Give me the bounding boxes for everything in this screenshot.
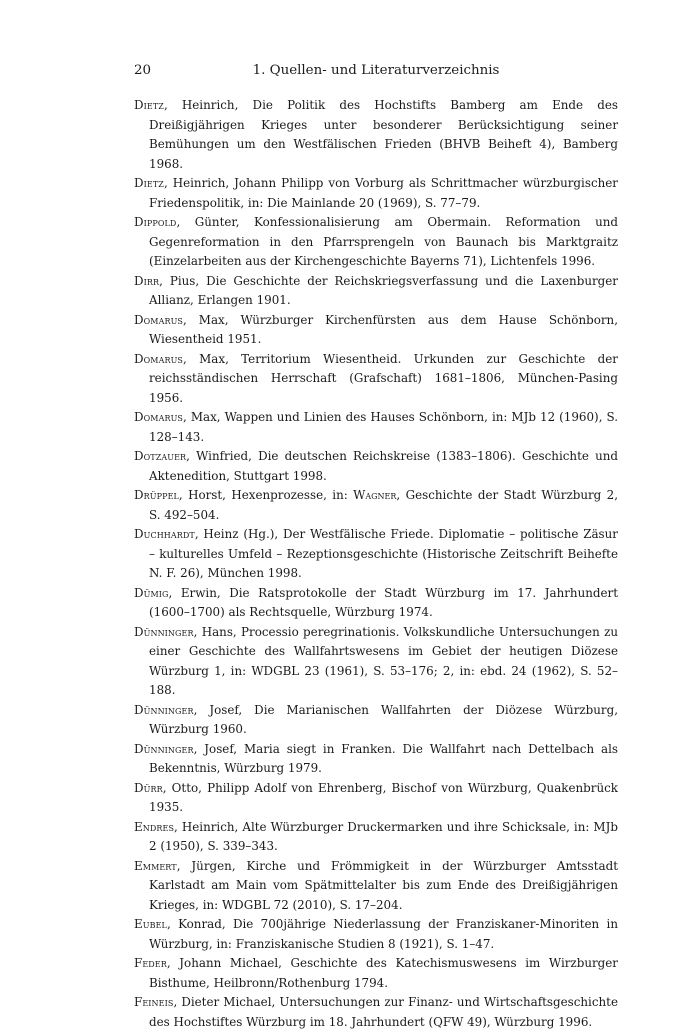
entry-text: , Dieter Michael, Untersuchungen zur Finanz- und Wirtschaftsgeschichte des Hochstiftes Würzburg im 18. Jahrhundert (QFW 49), Würzburg 1996. (149, 995, 618, 1029)
bibliography-entry (134, 213, 618, 272)
entry-author: Dünninger (134, 741, 194, 756)
entry-text: , Josef, Maria siegt in Franken. Die Wallfahrt nach Dettelbach als Bekenntnis, Würzburg 1979. (149, 741, 618, 775)
running-header (134, 60, 618, 82)
entry-author: Drüppel (134, 488, 179, 502)
bibliography-entry (134, 701, 618, 740)
bibliography-entry (134, 584, 618, 623)
bibliography-entry (134, 915, 618, 954)
bibliography-entry (134, 818, 618, 857)
document-page (134, 60, 618, 1032)
entry-author: Feder (134, 956, 167, 970)
bibliography-entry (134, 779, 618, 818)
entry-text: , Heinz (Hg.), Der Westfälische Friede. Diplomatie – politische Zäsur – kulturelles Umfeld – Rezeptionsgeschichte (Historische Zeitschrift Beihefte N. F. 26), München 1998. (149, 527, 618, 580)
bibliography-entry (134, 272, 618, 311)
bibliography-entry (134, 525, 618, 584)
entry-author: Domarus (134, 410, 184, 424)
bibliography-entry (134, 174, 618, 213)
bibliography-entry (134, 350, 618, 409)
bibliography-entry (134, 954, 618, 993)
entry-author: Dünninger (134, 624, 194, 639)
entry-text: , Winfried, Die deutschen Reichskreise (1383–1806). Geschichte und Aktenedition, Stuttgart 1998. (149, 449, 618, 483)
bibliography-entry (134, 993, 618, 1032)
entry-author: Dotzauer (134, 449, 187, 463)
bibliography-list (134, 96, 618, 1032)
entry-text: , Max, Wappen und Linien des Hauses Schönborn, in: MJb 12 (1960), S. 128–143. (149, 410, 618, 444)
entry-text: , Heinrich, Alte Würzburger Druckermarken und ihre Schicksale, in: MJb 2 (1950), S. 339–343. (149, 819, 618, 853)
entry-text: , Max, Territorium Wiesentheid. Urkunden zur Geschichte der reichsständischen Herrschaft (Grafschaft) 1681–1806, München-Pasing 1956. (149, 351, 618, 405)
entry-author: Dippold (134, 215, 177, 229)
entry-author: Domarus (134, 312, 184, 327)
entry-author: Feineis (134, 995, 174, 1009)
entry-text: , Erwin, Die Ratsprotokolle der Stadt Würzburg im 17. Jahrhundert (1600–1700) als Rechtsquelle, Würzburg 1974. (149, 585, 618, 619)
bibliography-entry (134, 623, 618, 701)
entry-author: Dünninger (134, 702, 194, 717)
bibliography-entry (134, 408, 618, 447)
entry-text: , Max, Würzburger Kirchenfürsten aus dem Hause Schönborn, Wiesentheid 1951. (149, 312, 618, 346)
entry-text: , Heinrich, Johann Philipp von Vorburg als Schrittmacher würzburgischer Friedenspolitik, in: Die Mainlande 20 (1969), S. 77–79. (149, 176, 618, 210)
chapter-title: 1. Quellen- und Literaturverzeichnis (252, 63, 500, 78)
bibliography-entry (134, 740, 618, 779)
entry-author: Dürr (134, 780, 163, 795)
entry-text-continued: , Geschichte der Stadt Würzburg 2, S. 492–504. (149, 488, 618, 522)
entry-text: , Otto, Philipp Adolf von Ehrenberg, Bischof von Würzburg, Quakenbrück 1935. (149, 780, 618, 814)
entry-author: Endres (134, 819, 175, 834)
entry-text: , Heinrich, Die Politik des Hochstifts Bamberg am Ende des Dreißigjährigen Krieges unter besonderer Berücksichtigung seiner Bemühungen um den Westfälischen Frieden (BHVB Beiheft 4), Bamberg 1968. (149, 98, 618, 171)
bibliography-entry (134, 857, 618, 916)
entry-author: Dümig (134, 585, 169, 600)
entry-text: , Günter, Konfessionalisierung am Obermain. Reformation und Gegenreformation in den Pfarrsprengeln von Baunach bis Marktgraitz (Einzelarbeiten aus der Kirchengeschichte Bayerns 71), Lichtenfels 1996. (149, 215, 618, 268)
page-number: 20 (134, 63, 152, 78)
entry-cited-author: Wagner (353, 488, 397, 502)
entry-text: , Konrad, Die 700jährige Niederlassung der Franziskaner-Minoriten in Würzburg, in: Franziskanische Studien 8 (1921), S. 1–47. (149, 917, 618, 951)
entry-author: Dietz (134, 98, 164, 112)
entry-text: , Pius, Die Geschichte der Reichskriegsverfassung und die Laxenburger Allianz, Erlangen 1901. (149, 273, 618, 307)
entry-text: , Hans, Processio peregrinationis. Volkskundliche Untersuchungen zu einer Geschichte des Wallfahrtswesens im Gebiet der heutigen Diözese Würzburg 1, in: WDGBL 23 (1961), S. 53–176; 2, in: ebd. 24 (1962), S. 52–188. (149, 624, 618, 697)
entry-text: , Josef, Die Marianischen Wallfahrten der Diözese Würzburg, Würzburg 1960. (149, 702, 618, 736)
bibliography-entry (134, 486, 618, 525)
bibliography-entry (134, 447, 618, 486)
entry-text: , Johann Michael, Geschichte des Katechismuswesens im Wirzburger Bisthume, Heilbronn/Rothenburg 1794. (149, 956, 618, 990)
entry-author: Dirr (134, 273, 160, 288)
entry-text: , Horst, Hexenprozesse, in: (178, 488, 354, 502)
entry-author: Duchhardt (134, 527, 195, 541)
bibliography-entry (134, 96, 618, 174)
entry-author: Eubel (134, 917, 167, 931)
entry-author: Emmert (134, 858, 177, 873)
entry-author: Domarus (134, 351, 184, 366)
bibliography-entry (134, 311, 618, 350)
entry-author: Dietz (134, 176, 164, 190)
entry-text: , Jürgen, Kirche und Frömmigkeit in der Würzburger Amtsstadt Karlstadt am Main vom Spätmittelalter bis zum Ende des Dreißigjährigen Krieges, in: WDGBL 72 (2010), S. 17–204. (149, 858, 618, 912)
